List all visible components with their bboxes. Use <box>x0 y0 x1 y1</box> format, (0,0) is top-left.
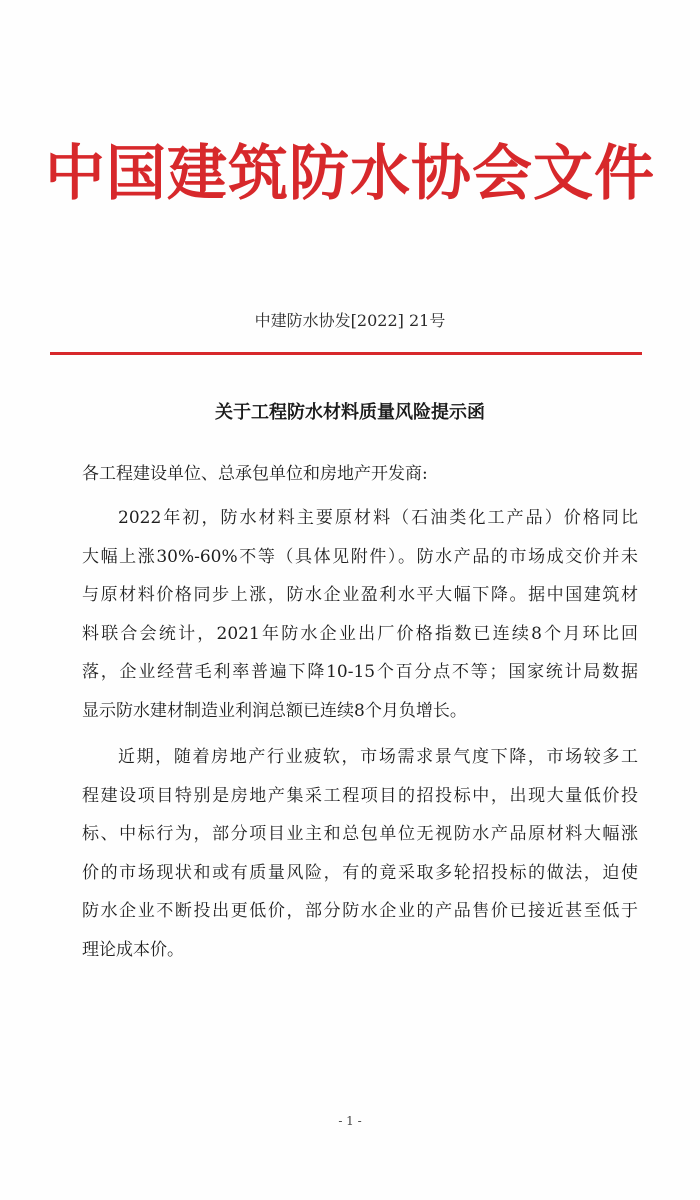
paragraph-line: 2022年初，防水材料主要原材料（石油类化工产品）价格同比 <box>118 508 638 528</box>
paragraph-line: 理论成本价。 <box>82 939 184 960</box>
salutation: 各工程建设单位、总承包单位和房地产开发商: <box>82 464 428 484</box>
paragraph-2 <box>82 738 638 969</box>
paragraph-line: 价的市场现状和或有质量风险，有的竟采取多轮招投标的做法，迫使 <box>82 862 638 883</box>
organization-header-title: 中国建筑防水协会文件 <box>45 139 655 209</box>
document-number: 中建防水协发[2022] 21号 <box>254 311 446 330</box>
paragraph-1 <box>82 499 638 730</box>
document-body <box>82 453 638 969</box>
paragraph-line: 显示防水建材制造业利润总额已连续8个月负增长。 <box>82 700 467 721</box>
page-number: - 1 - <box>338 1114 362 1128</box>
paragraph-line: 与原材料价格同步上涨，防水企业盈利水平大幅下降。据中国建筑材 <box>82 585 638 605</box>
paragraph-line: 标、中标行为，部分项目业主和总包单位无视防水产品原材料大幅涨 <box>82 824 638 844</box>
paragraph-line: 落，企业经营毛利率普遍下降10-15个百分点不等；国家统计局数据 <box>82 662 638 682</box>
paragraph-line: 程建设项目特别是房地产集采工程项目的招投标中，出现大量低价投 <box>82 785 638 806</box>
paragraph-line: 料联合会统计，2021年防水企业出厂价格指数已连续8个月环比回 <box>82 623 638 644</box>
paragraph-line: 防水企业不断投出更低价，部分防水企业的产品售价已接近甚至低于 <box>82 901 638 921</box>
paragraph-line: 大幅上涨30%-60%不等（具体见附件）。防水产品的市场成交价并未 <box>82 546 638 567</box>
paragraph-line: 近期，随着房地产行业疲软，市场需求景气度下降，市场较多工 <box>118 747 638 767</box>
red-divider-line <box>50 352 642 355</box>
document-title: 关于工程防水材料质量风险提示函 <box>215 402 485 423</box>
